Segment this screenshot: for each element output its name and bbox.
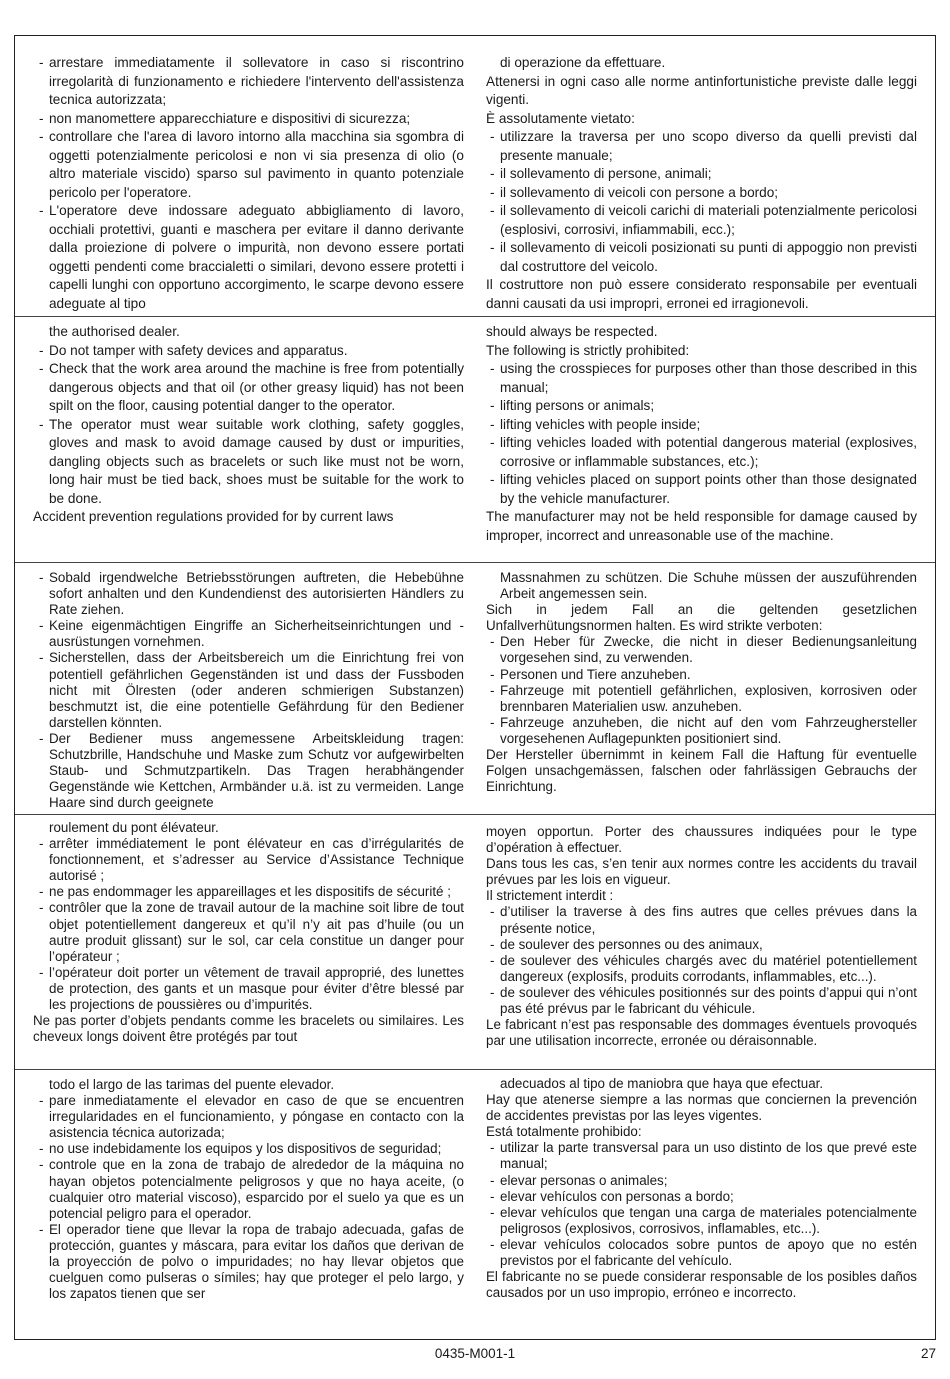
paragraph: Ne pas porter d’objets pendants comme les bracelets ou similaires. Les cheveux longs doivent être protégés par tout <box>33 1013 464 1045</box>
list-item <box>486 184 917 203</box>
paragraph: Il strictement interdit : <box>486 888 614 904</box>
bullet-dash: - <box>490 682 495 698</box>
list-item <box>486 202 917 239</box>
list-item-text: Sobald irgendwelche Betriebsstörungen auftreten, die Hebebühne sofort anhalten und den Kundendienst des autorisierten Händlers zu Rate ziehen. <box>49 570 464 618</box>
list-item-text: Fahrzeuge anzuheben, die nicht auf den vom Fahrzeughersteller vorgesehenen Auflagepunkten positioniert sind. <box>500 714 917 746</box>
section-french <box>15 815 935 1070</box>
german-right-column <box>484 563 935 814</box>
list-item <box>486 471 917 508</box>
list-item <box>33 650 464 730</box>
bullet-dash: - <box>490 184 495 200</box>
list-item <box>486 360 917 397</box>
list-item <box>33 202 464 313</box>
list-item <box>486 397 917 416</box>
bullet-dash: - <box>490 416 495 432</box>
paragraph: Il costruttore non può essere considerato responsabile per eventuali danni causati da usi impropri, erronei ed irragionevoli. <box>486 277 917 311</box>
paragraph: È assolutamente vietato: <box>486 110 635 126</box>
bullet-dash: - <box>490 1172 495 1188</box>
list-item-text: elevar vehículos colocados sobre puntos de apoyo que no estén previstos por el fabricante del vehículo. <box>500 1236 917 1269</box>
paragraph: moyen opportun. Porter des chaussures indiquées pour le type d’opération à effectuer. <box>486 824 917 856</box>
list-item-text: controle que en la zona de trabajo de alrededor de la máquina no hayan objetos potencialmente peligrosos y que no haya aceite, (o cualquier otro material viscoso), esparcido por el suelo ya que es un potencial peligro para el operador. <box>49 1157 464 1221</box>
list-item-text: ne pas endommager les appareillages et les dispositifs de sécurité ; <box>49 884 451 900</box>
list-item <box>33 110 464 129</box>
list-item-text: arrêter immédiatement le pont élévateur en cas d’irrégularités de fonctionnement, et s’adresser au Service d’Assistance Technique autorisé ; <box>49 836 464 884</box>
bullet-dash: - <box>490 1204 495 1220</box>
paragraph: The manufacturer may not be held responsible for damage caused by improper, incorrect and unreasonable use of the machine. <box>486 509 917 543</box>
list-item-text: lifting vehicles loaded with potential dangerous material (explosives, corrosive or inflammable substances, etc.); <box>500 435 917 469</box>
list-item-text: Personen und Tiere anzuheben. <box>500 666 691 682</box>
list-item <box>33 128 464 202</box>
list-item-text: Check that the work area around the machine is free from potentially dangerous objects and that oil (or other greasy liquid) has not been spilt on the floor, causing potential danger to the operator. <box>49 361 464 413</box>
paragraph: El fabricante no se puede considerar responsable de los posibles daños causados por un uso impropio, erróneo e incorrecto. <box>486 1269 917 1301</box>
french-right-column <box>484 815 935 1069</box>
section-spanish <box>15 1070 935 1339</box>
list-item-text: il sollevamento di persone, animali; <box>500 166 712 181</box>
bullet-dash: - <box>490 1236 495 1252</box>
list-item-text: Fahrzeuge mit potentiell gefährlichen, explosiven, korrosiven oder brennbaren Materialien usw. anzuheben. <box>500 682 917 714</box>
italian-left-column <box>15 36 484 316</box>
continued-text: todo el largo de las tarimas del puente elevador. <box>49 1077 335 1092</box>
list-item-text: de soulever des véhicules chargés avec du matériel potentiellement dangereux (explosifs, produits corrodants, inflammables, etc...). <box>500 952 917 984</box>
list-item-text: Sicherstellen, dass der Arbeitsbereich um die Einrichtung frei von potentiell gefährlichen Gegenständen ist und dass der Fussboden nicht mit Ölresten (oder anderen schmierigen Substanzen) beschmutzt ist, die eine potentielle Gefährdung für den Bediener darstellen könnten. <box>49 650 464 730</box>
continued-text: di operazione da effettuare. <box>500 55 666 70</box>
english-right-column <box>484 317 935 562</box>
list-item <box>486 683 917 715</box>
list-item <box>486 1140 917 1172</box>
section-italian <box>15 36 935 317</box>
bullet-dash: - <box>39 730 44 746</box>
bullet-dash: - <box>39 129 44 144</box>
list-item-text: lifting persons or animals; <box>500 398 655 413</box>
bullet-dash: - <box>490 435 495 450</box>
bullet-dash: - <box>490 952 495 968</box>
list-item <box>486 937 917 953</box>
list-item <box>33 731 464 811</box>
list-item-text: lifting vehicles placed on support points other than those designated by the vehicle manufacturer. <box>500 472 917 506</box>
list-item <box>486 434 917 471</box>
list-item-text: il sollevamento di veicoli posizionati su punti di appoggio non previsti dal costruttore del veicolo. <box>500 240 917 274</box>
list-item <box>33 1141 464 1157</box>
list-item <box>33 1093 464 1141</box>
list-item <box>33 900 464 964</box>
document-code: 0435-M001-1 <box>434 1346 516 1361</box>
bullet-dash: - <box>490 984 495 1000</box>
bullet-dash: - <box>39 55 44 70</box>
list-item <box>486 985 917 1017</box>
list-item <box>33 416 464 509</box>
bullet-dash: - <box>39 1157 44 1173</box>
spanish-right-column <box>484 1070 935 1339</box>
bullet-dash: - <box>490 904 495 920</box>
list-item-text: L'operatore deve indossare adeguato abbigliamento di lavoro, occhiali protettivi, guanti e maschera per evitare il danno derivante dalla proiezione di polvere o impurità, non devono essere portati oggetti pendenti come braccialetti o similari, devono essere protetti i capelli lunghi con opportuno accorgimento, le scarpe devono essere adeguate al tipo <box>49 203 464 311</box>
spanish-left-column <box>15 1070 484 1339</box>
list-item <box>486 715 917 747</box>
paragraph: The following is strictly prohibited: <box>486 342 690 358</box>
bullet-dash: - <box>490 936 495 952</box>
list-item <box>33 884 464 900</box>
french-left-column <box>15 815 484 1069</box>
list-item <box>486 165 917 184</box>
paragraph: Attenersi in ogni caso alle norme antinfortunistiche previste dalle leggi vigenti. <box>486 73 917 107</box>
bullet-dash: - <box>490 129 495 144</box>
continued-text: adecuados al tipo de maniobra que haya que efectuar. <box>500 1076 824 1091</box>
section-german <box>15 563 935 815</box>
bullet-dash: - <box>39 884 44 900</box>
paragraph: Accident prevention regulations provided for by current laws <box>33 509 394 524</box>
bullet-dash: - <box>490 166 495 181</box>
paragraph: Hay que atenerse siempre a las normas que conciernen la prevención de accidentes previstas por las leyes vigentes. <box>486 1092 917 1124</box>
list-item <box>486 953 917 985</box>
page-frame <box>14 35 936 1340</box>
list-item <box>486 1189 917 1205</box>
bullet-dash: - <box>490 203 495 218</box>
list-item-text: de soulever des personnes ou des animaux, <box>500 936 763 952</box>
paragraph: Sich in jedem Fall an die geltenden gesetzlichen Unfallverhütungsnormen halten. Es wird strikte verboten: <box>486 602 917 634</box>
list-item-text: d’utiliser la traverse à des fins autres que celles prévues dans la présente notice, <box>500 904 917 936</box>
english-left-column <box>15 317 484 562</box>
list-item <box>33 965 464 1013</box>
paragraph: Dans tous les cas, s’en tenir aux normes contre les accidents du travail prévues par les lois en vigueur. <box>486 856 917 888</box>
bullet-dash: - <box>490 398 495 413</box>
list-item-text: non manomettere apparecchiature e dispositivi di sicurezza; <box>49 110 411 126</box>
paragraph: Está totalmente prohibido: <box>486 1124 642 1140</box>
list-item-text: Der Bediener muss angemessene Arbeitskleidung tragen: Schutzbrille, Handschuhe und Maske zum Schutz vor aufgewirbelten Staub- und Schmutzpartikeln. Das Tragen herabhängender Gegenstände wie Kettchen, Armbänder u.ä. ist zu vermeiden. Lange Haare sind durch geeignete <box>49 730 464 811</box>
list-item <box>33 570 464 618</box>
list-item-text: using the crosspieces for purposes other than those described in this manual; <box>500 361 917 395</box>
list-item-text: El operador tiene que llevar la ropa de trabajo adecuada, gafas de protección, guantes y máscara, para evitar los daños que derivan de la proyección de polvo o impuridades; no hay llevar objetos que cuelguen como pulseras o símiles; hay que proteger el pelo largo, y los zapatos tienen que ser <box>49 1221 464 1302</box>
list-item-text: l’opérateur doit porter un vêtement de travail approprié, des lunettes de protection, des gants et un masque pour éviter d’être blessé par les projections de poussières ou d’impurités. <box>49 964 464 1013</box>
page-number: 27 <box>920 1346 936 1361</box>
list-item <box>486 667 917 683</box>
bullet-dash: - <box>490 361 495 376</box>
list-item-text: controllare che l'area di lavoro intorno alla macchina sia sgombra di oggetti potenzialmente pericolosi e non vi sia presenza di olio (o altro materiale viscido) sparso sul pavimento in quanto potenziale pericolo per l'operatore. <box>49 129 464 200</box>
bullet-dash: - <box>490 1140 495 1156</box>
continued-text: Massnahmen zu schützen. Die Schuhe müssen der auszuführenden Arbeit angemessen sein. <box>500 570 917 602</box>
list-item-text: The operator must wear suitable work clothing, safety goggles, gloves and mask to avoid damage caused by dust or impurities, dangling objects such as bracelets or such like must not be worn, long hair must be tied back, shoes must be suitable for the work to be done. <box>49 416 464 506</box>
paragraph: Le fabricant n’est pas responsable des dommages éventuels provoqués par une utilisation incorrecte, erronée ou déraisonnable. <box>486 1017 917 1049</box>
section-english <box>15 317 935 563</box>
list-item <box>33 54 464 110</box>
bullet-dash: - <box>39 836 44 852</box>
bullet-dash: - <box>39 618 44 634</box>
list-item-text: pare inmediatamente el elevador en caso de que se encuentren irregularidades en el funcionamiento, y póngase en contacto con la asistencia técnica autorizada; <box>49 1093 464 1141</box>
list-item-text: lifting vehicles with people inside; <box>500 416 701 432</box>
bullet-dash: - <box>39 110 44 126</box>
italian-right-column <box>484 36 935 316</box>
bullet-dash: - <box>490 666 495 682</box>
list-item <box>486 634 917 666</box>
continued-text: roulement du pont élévateur. <box>49 820 219 835</box>
list-item <box>33 618 464 650</box>
list-item-text: de soulever des véhicules positionnés sur des points d’appui qui n’ont pas été prévus par le fabricant du véhicule. <box>500 984 917 1017</box>
list-item <box>486 1173 917 1189</box>
bullet-dash: - <box>39 416 44 432</box>
list-item <box>486 1205 917 1237</box>
list-item-text: il sollevamento di veicoli carichi di materiali potenzialmente pericolosi (esplosivi, corrosivi, infiammabili, ecc.); <box>500 203 917 237</box>
list-item <box>486 239 917 276</box>
list-item-text: Do not tamper with safety devices and apparatus. <box>49 342 348 358</box>
list-item <box>486 128 917 165</box>
bullet-dash: - <box>490 634 495 650</box>
bullet-dash: - <box>39 570 44 585</box>
german-left-column <box>15 563 484 814</box>
list-item-text: contrôler que la zone de travail autour de la machine soit libre de tout objet potentiellement dangereux et qu’il n’y ait pas d’huile (ou un autre produit glissant) sur le sol, car cela constitue un danger pour l’opérateur ; <box>49 900 464 964</box>
bullet-dash: - <box>39 1093 44 1109</box>
list-item-text: Keine eigenmächtigen Eingriffe an Sicherheitseinrichtungen und -ausrüstungen vornehmen. <box>49 618 464 650</box>
bullet-dash: - <box>39 203 44 218</box>
list-item <box>486 1237 917 1269</box>
list-item-text: il sollevamento di veicoli con persone a bordo; <box>500 184 779 200</box>
list-item-text: Den Heber für Zwecke, die nicht in dieser Bedienungsanleitung vorgesehen sind, zu verwenden. <box>500 634 917 666</box>
bullet-dash: - <box>39 361 44 376</box>
list-item-text: elevar vehículos con personas a bordo; <box>500 1188 734 1204</box>
paragraph: should always be respected. <box>486 324 658 339</box>
list-item <box>33 360 464 416</box>
list-item-text: utilizar la parte transversal para un uso distinto de los que prevé este manual; <box>500 1140 917 1172</box>
bullet-dash: - <box>39 650 44 666</box>
bullet-dash: - <box>39 342 44 358</box>
bullet-dash: - <box>39 900 44 916</box>
list-item-text: elevar vehículos que tengan una carga de materiales potencialmente peligrosos (explosivos, corrosivos, inflamables, etc...). <box>500 1204 917 1236</box>
bullet-dash: - <box>490 1188 495 1204</box>
paragraph: Der Hersteller übernimmt in keinem Fall die Haftung für eventuelle Folgen unsachgemässen, falschen oder fahrlässigen Gebrauchs der Einrichtung. <box>486 747 917 795</box>
bullet-dash: - <box>490 240 495 255</box>
list-item-text: elevar personas o animales; <box>500 1172 668 1188</box>
continued-text: the authorised dealer. <box>49 324 180 339</box>
list-item <box>33 1157 464 1221</box>
list-item-text: arrestare immediatamente il sollevatore in caso si riscontrino irregolarità di funzionamento e richiedere l'intervento dell'assistenza tecnica autorizzata; <box>49 55 464 107</box>
list-item-text: utilizzare la traversa per uno scopo diverso da quelli previsti dal presente manuale; <box>500 129 917 163</box>
list-item-text: no use indebidamente los equipos y los dispositivos de seguridad; <box>49 1141 442 1157</box>
bullet-dash: - <box>490 714 495 730</box>
list-item <box>486 904 917 936</box>
bullet-dash: - <box>490 472 495 487</box>
bullet-dash: - <box>39 964 44 980</box>
list-item <box>33 836 464 884</box>
bullet-dash: - <box>39 1141 44 1157</box>
list-item <box>33 1222 464 1302</box>
list-item <box>33 342 464 361</box>
bullet-dash: - <box>39 1221 44 1237</box>
list-item <box>486 416 917 435</box>
